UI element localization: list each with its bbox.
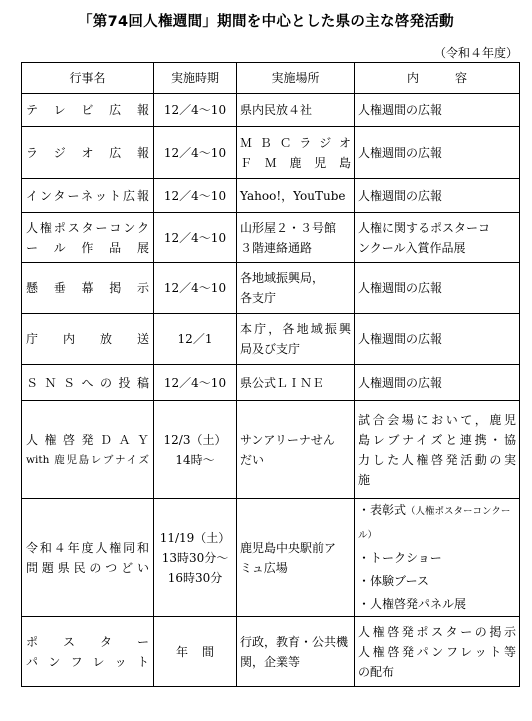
event-period: 12／4～10 <box>154 213 237 263</box>
table-row <box>22 179 520 213</box>
event-period: 11/19（土） 13時30分～ 16時30分 <box>154 499 237 617</box>
event-place: Yahoo!，YouTube <box>237 179 355 213</box>
event-place: 行政，教育・公共機 関，企業等 <box>237 617 355 687</box>
event-name: 人権啓発ＤＡＹ with 鹿児島レブナイズ <box>22 401 154 499</box>
table-row <box>22 401 520 499</box>
event-content: 人権啓発ポスターの掲示 人権啓発パンフレット等 の配布 <box>355 617 520 687</box>
fiscal-year-label: （令和４年度） <box>433 46 518 60</box>
event-content: 人権週間の広報 <box>355 179 520 213</box>
event-content: 人権週間の広報 <box>355 263 520 314</box>
event-place: 県公式ＬＩＮＥ <box>237 365 355 401</box>
event-period: 12／1 <box>154 314 237 365</box>
table-row <box>22 617 520 687</box>
event-period: 12／4～10 <box>154 179 237 213</box>
event-content: 人権週間の広報 <box>355 365 520 401</box>
header-period: 実施時期 <box>154 63 237 94</box>
table-row <box>22 213 520 263</box>
header-place: 実施場所 <box>237 63 355 94</box>
award-note: （人権ポスターコンクール） <box>358 506 511 541</box>
event-name: ポスター パンフレット <box>22 617 154 687</box>
event-name: ラジオ広報 <box>22 127 154 179</box>
event-period: 12／4～10 <box>154 127 237 179</box>
event-place: 本庁，各地域振興 局及び支庁 <box>237 314 355 365</box>
table-row <box>22 263 520 314</box>
event-content: 試合会場において，鹿児 島レブナイズと連携・協 力した人権啓発活動の実 施 <box>355 401 520 499</box>
event-period: 12/3（土） 14時～ <box>154 401 237 499</box>
event-place: サンアリーナせん だい <box>237 401 355 499</box>
event-content: 人権週間の広報 <box>355 314 520 365</box>
event-name: 懸垂幕掲示 <box>22 263 154 314</box>
event-name: テレビ広報 <box>22 94 154 127</box>
table-row <box>22 127 520 179</box>
event-name: 庁内放送 <box>22 314 154 365</box>
activities-table <box>21 62 520 687</box>
table-row <box>22 94 520 127</box>
event-name: ＳＮＳへの投稿 <box>22 365 154 401</box>
header-content: 内 容 <box>355 63 520 94</box>
header-event: 行事名 <box>22 63 154 94</box>
event-name: 人権ポスターコンク ール作品展 <box>22 213 154 263</box>
event-place: 山形屋２・３号館 ３階連絡通路 <box>237 213 355 263</box>
table-row <box>22 499 520 617</box>
event-period: 12／4～10 <box>154 263 237 314</box>
page-title: 「第74回人権週間」期間を中心とした県の主な啓発活動 <box>78 14 454 30</box>
event-name: インターネット広報 <box>22 179 154 213</box>
table-row <box>22 365 520 401</box>
event-place: 県内民放４社 <box>237 94 355 127</box>
event-content: 人権週間の広報 <box>355 127 520 179</box>
event-place: 鹿児島中央駅前ア ミュ広場 <box>237 499 355 617</box>
event-content: ・表彰式（人権ポスターコンクール） ・トークショー ・体験ブース ・人権啓発パネル展 <box>355 499 520 617</box>
event-place: 各地域振興局， 各支庁 <box>237 263 355 314</box>
event-content: 人権週間の広報 <box>355 94 520 127</box>
table-header-row <box>22 63 520 94</box>
table-row <box>22 314 520 365</box>
event-period: 12／4～10 <box>154 365 237 401</box>
event-period: 12／4～10 <box>154 94 237 127</box>
event-content: 人権に関するポスターコ ンクール入賞作品展 <box>355 213 520 263</box>
event-period: 年間 <box>154 617 237 687</box>
event-name: 令和４年度人権同和 問題県民のつどい <box>22 499 154 617</box>
event-place: ＭＢＣラジオ ＦＭ鹿児島 <box>237 127 355 179</box>
